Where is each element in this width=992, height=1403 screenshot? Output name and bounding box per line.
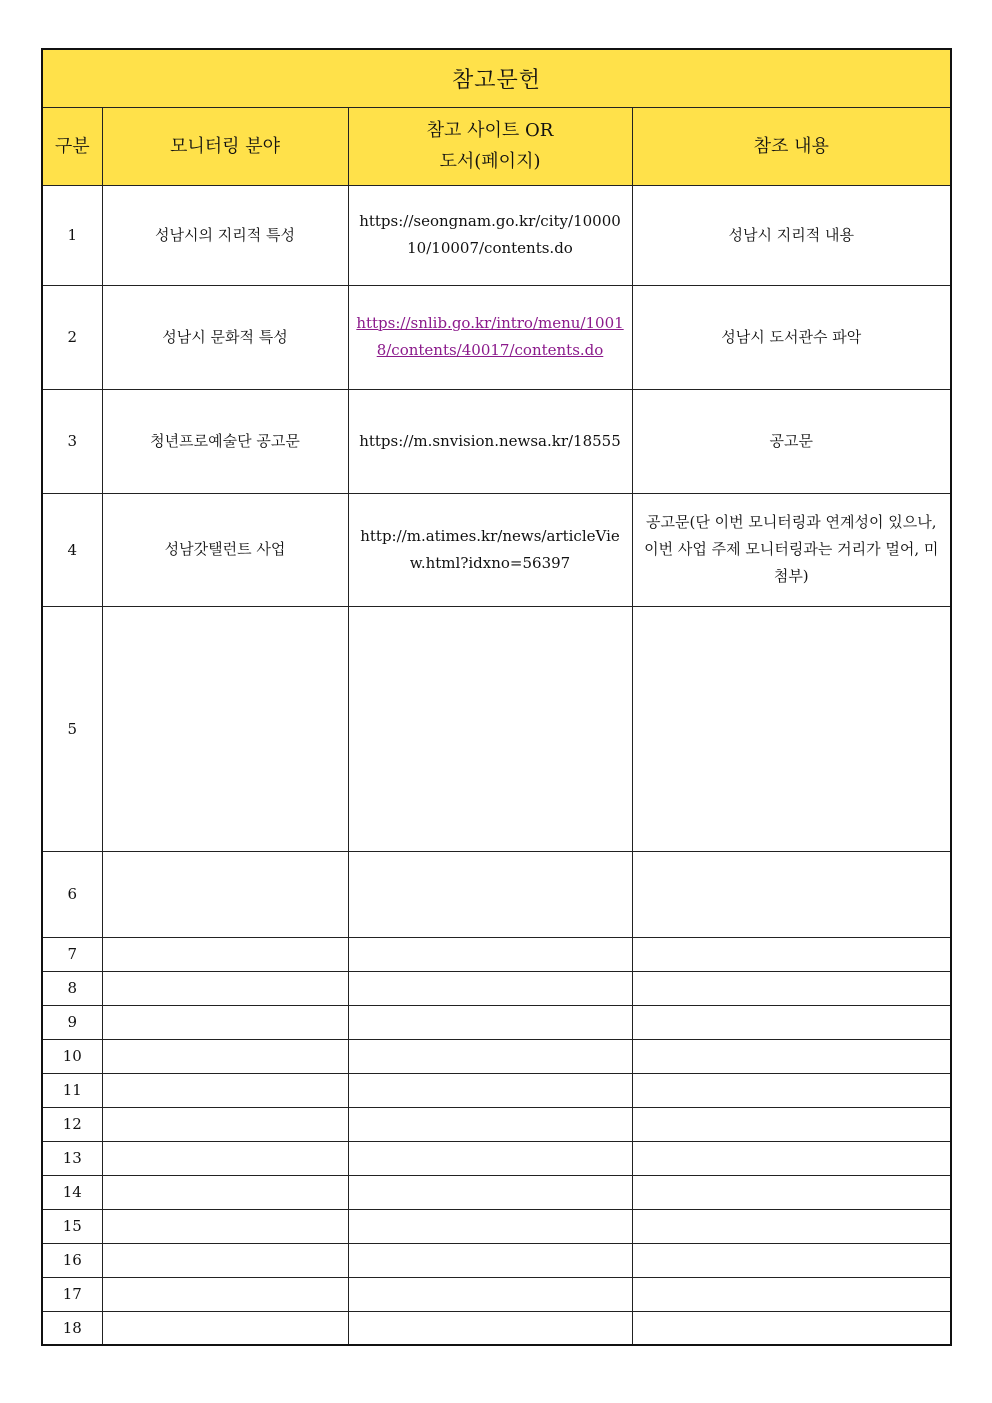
- row-field: [102, 1073, 348, 1107]
- row-field: 성남시 문화적 특성: [102, 285, 348, 389]
- row-source: [348, 1141, 632, 1175]
- row-content: [632, 851, 951, 937]
- row-source: [348, 1005, 632, 1039]
- table-row: [42, 1073, 951, 1107]
- row-number: 11: [42, 1073, 102, 1107]
- row-field: [102, 1311, 348, 1345]
- row-number: 10: [42, 1039, 102, 1073]
- row-number: 7: [42, 937, 102, 971]
- row-number: 2: [42, 285, 102, 389]
- row-field: [102, 1243, 348, 1277]
- table-row: [42, 1141, 951, 1175]
- row-field: 성남갓탤런트 사업: [102, 493, 348, 606]
- row-content: [632, 1175, 951, 1209]
- row-number: 6: [42, 851, 102, 937]
- row-content: 공고문: [632, 389, 951, 493]
- source-link[interactable]: https://snlib.go.kr/intro/menu/10018/contents/40017/contents.do: [356, 314, 624, 359]
- row-field: [102, 1175, 348, 1209]
- row-source: [348, 971, 632, 1005]
- row-number: 4: [42, 493, 102, 606]
- table-row: [42, 185, 951, 285]
- row-number: 12: [42, 1107, 102, 1141]
- table-body: [42, 185, 951, 1345]
- references-table: [41, 48, 952, 1346]
- row-field: [102, 1209, 348, 1243]
- row-number: 18: [42, 1311, 102, 1345]
- row-content: 성남시 지리적 내용: [632, 185, 951, 285]
- row-source: [348, 1107, 632, 1141]
- row-content: [632, 1107, 951, 1141]
- row-field: 성남시의 지리적 특성: [102, 185, 348, 285]
- row-source: [348, 937, 632, 971]
- row-source: [348, 1209, 632, 1243]
- table-row: [42, 606, 951, 851]
- table-row: [42, 1243, 951, 1277]
- header-field: 모니터링 분야: [102, 107, 348, 185]
- row-number: 5: [42, 606, 102, 851]
- row-number: 15: [42, 1209, 102, 1243]
- row-content: [632, 1277, 951, 1311]
- table-row: [42, 971, 951, 1005]
- table-row: [42, 851, 951, 937]
- row-number: 9: [42, 1005, 102, 1039]
- table-row: [42, 1005, 951, 1039]
- row-source: [348, 1073, 632, 1107]
- row-content: [632, 1141, 951, 1175]
- row-source: [348, 1311, 632, 1345]
- row-content: [632, 1243, 951, 1277]
- row-number: 16: [42, 1243, 102, 1277]
- row-field: [102, 1039, 348, 1073]
- row-content: [632, 606, 951, 851]
- row-source: [348, 1243, 632, 1277]
- row-source: https://m.snvision.newsa.kr/18555: [348, 389, 632, 493]
- header-source-line2: 도서(페이지): [439, 151, 541, 172]
- row-content: [632, 1073, 951, 1107]
- row-field: [102, 937, 348, 971]
- row-number: 14: [42, 1175, 102, 1209]
- row-content: 공고문(단 이번 모니터링과 연계성이 있으나, 이번 사업 주제 모니터링과는 거리가 멀어, 미첨부): [632, 493, 951, 606]
- table-row: [42, 1039, 951, 1073]
- row-source: [348, 1277, 632, 1311]
- header-source: [348, 107, 632, 185]
- row-source: https://seongnam.go.kr/city/1000010/10007/contents.do: [348, 185, 632, 285]
- row-number: 17: [42, 1277, 102, 1311]
- row-field: [102, 1005, 348, 1039]
- row-content: [632, 1209, 951, 1243]
- table-row: [42, 937, 951, 971]
- header-source-line1: 참고 사이트 OR: [426, 120, 554, 141]
- row-content: [632, 971, 951, 1005]
- row-content: [632, 937, 951, 971]
- row-number: 3: [42, 389, 102, 493]
- row-source: [348, 1175, 632, 1209]
- row-content: [632, 1039, 951, 1073]
- table-row: [42, 285, 951, 389]
- table-row: [42, 493, 951, 606]
- row-content: [632, 1005, 951, 1039]
- row-field: [102, 1277, 348, 1311]
- row-field: [102, 606, 348, 851]
- row-field: 청년프로예술단 공고문: [102, 389, 348, 493]
- row-number: 8: [42, 971, 102, 1005]
- table-row: [42, 1175, 951, 1209]
- table-row: [42, 1277, 951, 1311]
- header-index: 구분: [42, 107, 102, 185]
- row-field: [102, 851, 348, 937]
- row-field: [102, 971, 348, 1005]
- row-number: 1: [42, 185, 102, 285]
- row-source: [348, 606, 632, 851]
- row-content: [632, 1311, 951, 1345]
- row-field: [102, 1107, 348, 1141]
- row-number: 13: [42, 1141, 102, 1175]
- header-content: 참조 내용: [632, 107, 951, 185]
- table-row: [42, 1209, 951, 1243]
- table-row: [42, 1311, 951, 1345]
- row-source: http://m.atimes.kr/news/articleView.html?idxno=56397: [348, 493, 632, 606]
- table-row: [42, 389, 951, 493]
- row-content: 성남시 도서관수 파악: [632, 285, 951, 389]
- table-title: 참고문헌: [42, 49, 951, 107]
- row-field: [102, 1141, 348, 1175]
- row-source: [348, 285, 632, 389]
- row-source: [348, 1039, 632, 1073]
- row-source: [348, 851, 632, 937]
- table-row: [42, 1107, 951, 1141]
